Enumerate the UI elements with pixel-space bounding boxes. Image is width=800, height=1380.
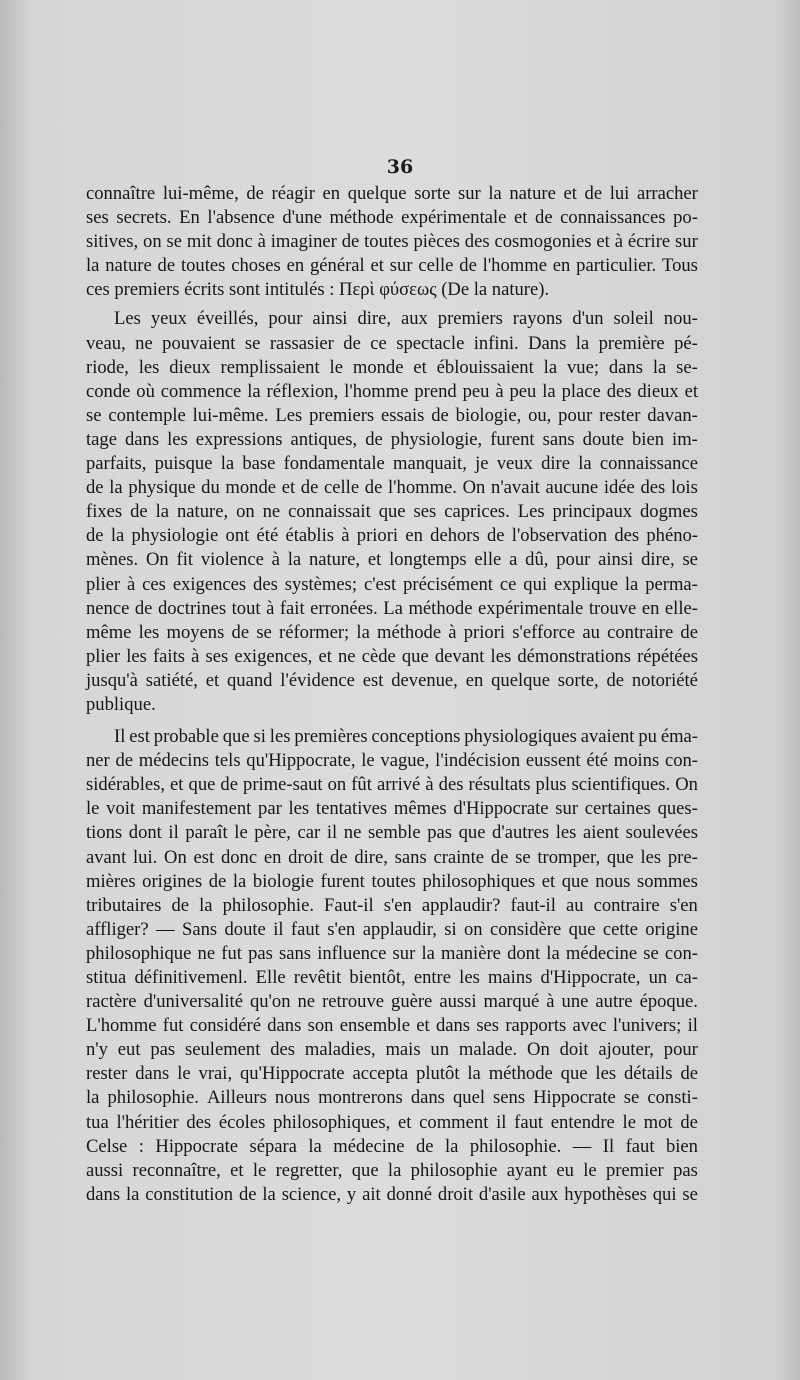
text-line: ses secrets. En l'absence d'une méthode expérimentale et de connaissances po- (86, 207, 698, 229)
text-line: conde où commence la réflexion, l'homme prend peu à peu la place des dieux et (86, 380, 698, 402)
text-line: n'y eut pas seulement des maladies, mais un malade. On doit ajouter, pour (86, 1039, 698, 1061)
text-line: de la physiologie ont été établis à priori en dehors de l'observation des phéno- (86, 525, 698, 547)
text-line: avant lui. On est donc en droit de dire, sans crainte de se tromper, que les pre- (86, 846, 698, 868)
paragraph-2 (86, 307, 698, 717)
text-line: dans la constitution de la science, y ait donné droit d'asile aux hypothèses qui se (86, 1183, 698, 1205)
text-line: sidérables, et que de prime-saut on fût arrivé à des résultats plus scientifiques. On (86, 774, 698, 796)
text-line: philosophique ne fut pas sans influence sur la manière dont la médecine se con- (86, 942, 698, 964)
body-text (86, 182, 698, 1207)
paragraph-1 (86, 182, 698, 302)
text-line: sitives, on se mit donc à imaginer de toutes pièces des cosmogonies et à écrire sur (86, 231, 698, 253)
text-line: rester dans le vrai, qu'Hippocrate accepta plutôt la méthode que les détails de (86, 1063, 698, 1085)
text-line: mières origines de la biologie furent toutes philosophiques et que nous sommes (86, 870, 698, 892)
text-line: Les yeux éveillés, pour ainsi dire, aux premiers rayons d'un soleil nou- (114, 308, 698, 330)
text-line: ces premiers écrits sont intitulés : Περὶ φύσεως (De la nature). (86, 279, 550, 301)
text-line: nence de doctrines tout à fait erronées. La méthode expérimentale trouve en elle- (86, 597, 698, 619)
text-line: le voit manifestement par les tentatives mêmes d'Hippocrate sur certaines ques- (86, 798, 698, 820)
text-line: affliger? — Sans doute il faut s'en applaudir, si on considère que cette origine (86, 918, 698, 940)
text-line: parfaits, puisque la base fondamentale manquait, je veux dire la connaissance (86, 453, 698, 475)
text-line: tage dans les expressions antiques, de physiologie, furent sans doute bien im- (86, 428, 698, 450)
text-line: riode, les dieux remplissaient le monde et éblouissaient la vue; dans la se- (86, 356, 698, 378)
page-number: 36 (386, 156, 414, 178)
text-line: publique. (86, 693, 156, 715)
text-line: ractère d'universalité qu'on ne retrouve guère aussi marqué à une autre époque. (86, 991, 698, 1013)
text-line: plier les faits à ses exigences, et ne cède que devant les démonstrations répétées (86, 645, 698, 667)
text-line: se contemple lui-même. Les premiers essais de biologie, ou, pour rester davan- (86, 404, 698, 426)
text-line: jusqu'à satiété, et quand l'évidence est devenue, en quelque sorte, de notoriété (86, 669, 698, 691)
text-line: de la physique du monde et de celle de l'homme. On n'avait aucune idée des lois (86, 477, 698, 499)
text-line: même les moyens de se réformer; la méthode à priori s'efforce au contraire de (86, 621, 698, 643)
text-line: mènes. On fit violence à la nature, et longtemps elle a dû, pour ainsi dire, se (86, 549, 698, 571)
text-line: plier à ces exigences des systèmes; c'est précisément ce qui explique la perma- (86, 573, 698, 595)
text-line: Il est probable que si les premières conceptions physiologiques avaient pu éma- (114, 726, 698, 748)
text-line: la nature de toutes choses en général et sur celle de l'homme en particulier. Tous (86, 255, 698, 277)
text-line: aussi reconnaître, et le regretter, que la philosophie ayant eu le premier pas (86, 1159, 698, 1181)
text-line: veau, ne pouvaient se rassasier de ce spectacle infini. Dans la première pé- (86, 332, 698, 354)
paragraph-3 (86, 725, 698, 1207)
text-line: tions dont il paraît le père, car il ne semble pas que d'autres les aient soulevées (86, 822, 698, 844)
text-line: connaître lui-même, de réagir en quelque sorte sur la nature et de lui arracher (86, 183, 698, 204)
text-line: L'homme fut considéré dans son ensemble et dans ses rapports avec l'univers; il (86, 1015, 698, 1037)
text-line: tua l'héritier des écoles philosophiques, et comment il faut entendre le mot de (86, 1111, 698, 1133)
text-line: la philosophie. Ailleurs nous montrerons dans quel sens Hippocrate se consti- (86, 1087, 698, 1109)
text-line: Celse : Hippocrate sépara la médecine de la philosophie. — Il faut bien (86, 1135, 698, 1157)
text-line: fixes de la nature, on ne connaissait que ses caprices. Les principaux dogmes (86, 501, 698, 523)
text-line: tributaires de la philosophie. Faut-il s'en applaudir? faut-il au contraire s'en (86, 894, 698, 916)
text-line: ner de médecins tels qu'Hippocrate, le vague, l'indécision eussent été moins con- (86, 750, 698, 772)
text-line: stitua définitivemenl. Elle revêtit bientôt, entre les mains d'Hippocrate, un ca- (86, 967, 698, 988)
